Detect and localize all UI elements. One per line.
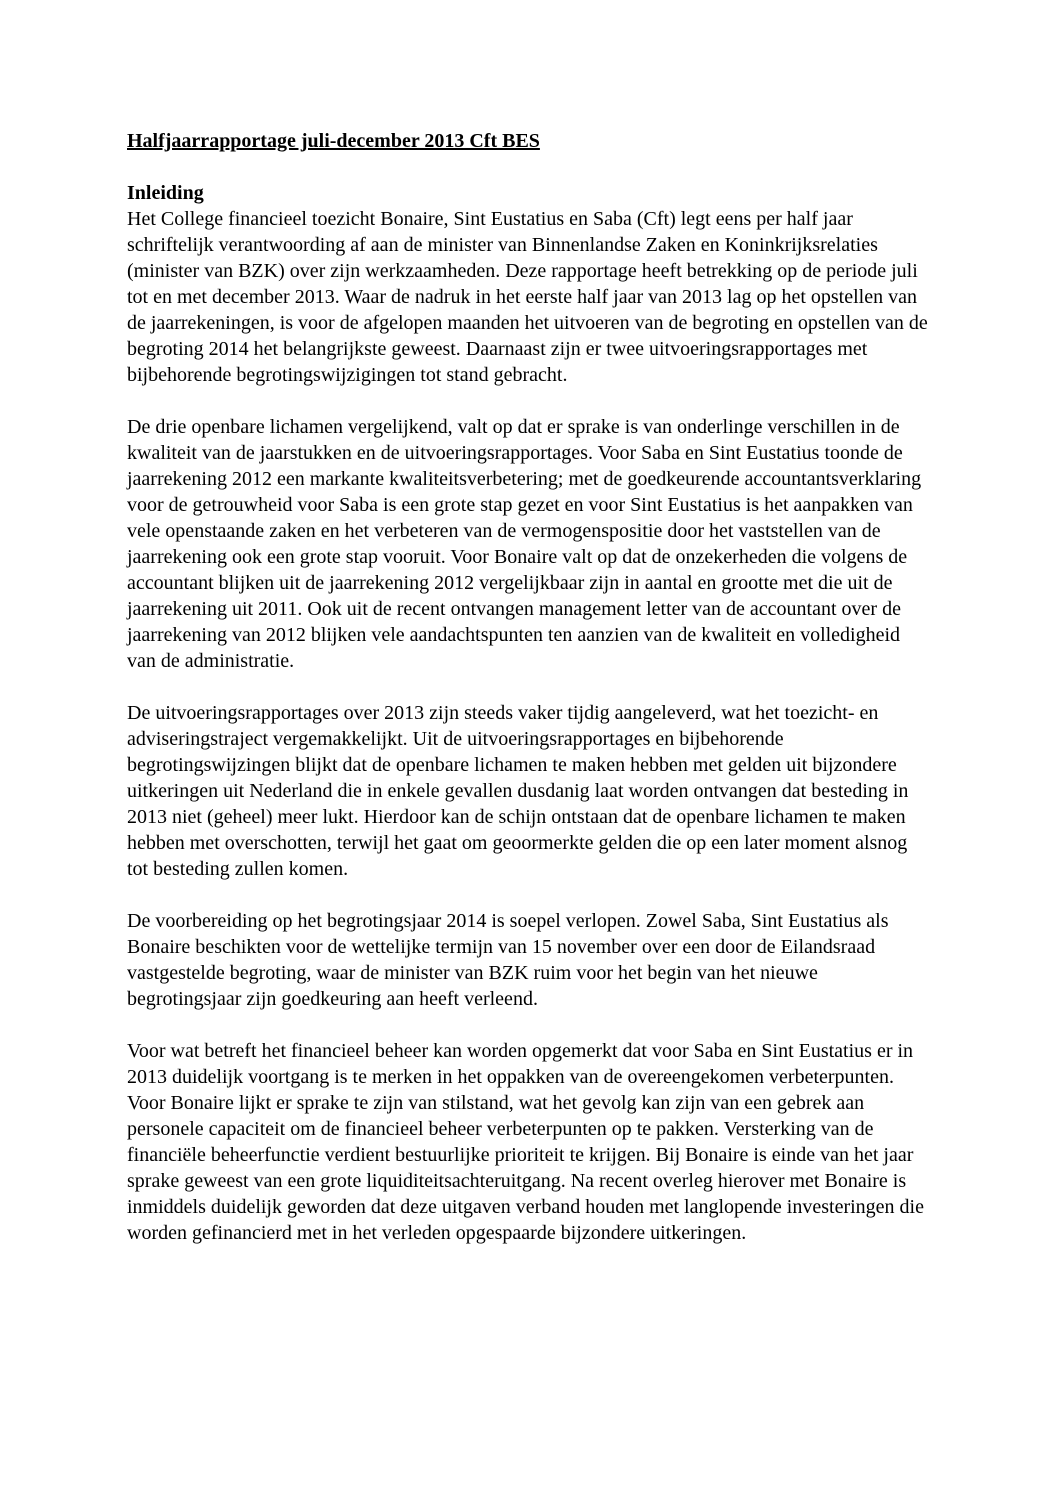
- paragraph-budget-2014: De voorbereiding op het begrotingsjaar 2014 is soepel verlopen. Zowel Saba, Sint Eustatius als Bonaire beschikten voor de wettelijke termijn van 15 november over een door de Eilandsraad vastgestelde begroting, waar de minister van BZK ruim voor het begin van het nieuwe begrotingsjaar zijn goedkeuring aan heeft verleend.: [127, 910, 889, 1010]
- paragraph-introduction: Het College financieel toezicht Bonaire, Sint Eustatius en Saba (Cft) legt eens per half jaar schriftelijk verantwoording af aan de minister van Binnenlandse Zaken en Koninkrijksrelaties (minister van BZK) over zijn werkzaamheden. Deze rapportage heeft betrekking op de periode juli tot en met december 2013. Waar de nadruk in het eerste half jaar van 2013 lag op het opstellen van de jaarrekeningen, is voor de afgelopen maanden het uitvoeren van de begroting en opstellen van de begroting 2014 het belangrijkste geweest. Daarnaast zijn er twee uitvoeringsrapportages met bijbehorende begrotingswijzigingen tot stand gebracht.: [127, 208, 928, 386]
- paragraph-financial-management: Voor wat betreft het financieel beheer kan worden opgemerkt dat voor Saba en Sint Eustatius er in 2013 duidelijk voortgang is te merken in het oppakken van de overeengekomen verbeterpunten. Voor Bonaire lijkt er sprake te zijn van stilstand, wat het gevolg kan zijn van een gebrek aan personele capaciteit om de financieel beheer verbeterpunten op te pakken. Versterking van de financiële beheerfunctie verdient bestuurlijke prioriteit te krijgen. Bij Bonaire is einde van het jaar sprake geweest van een grote liquiditeitsachteruitgang. Na recent overleg hierover met Bonaire is inmiddels duidelijk geworden dat deze uitgaven verband houden met langlopende investeringen die worden gefinancierd met in het verleden opgespaarde bijzondere uitkeringen.: [127, 1040, 924, 1244]
- paragraph-execution-reports: De uitvoeringsrapportages over 2013 zijn steeds vaker tijdig aangeleverd, wat het toezicht- en adviseringstraject vergemakkelijkt. Uit de uitvoeringsrapportages en bijbehorende begrotingswijzingen blijkt dat de openbare lichamen te maken hebben met gelden uit bijzondere uitkeringen uit Nederland die in enkele gevallen dusdanig laat worden ontvangen dat besteding in 2013 niet (geheel) meer lukt. Hierdoor kan de schijn ontstaan dat de openbare lichamen te maken hebben met overschotten, terwijl het gaat om geoormerkte gelden die op een later moment alsnog tot besteding zullen komen.: [127, 702, 909, 880]
- paragraph-comparison-public-bodies: De drie openbare lichamen vergelijkend, valt op dat er sprake is van onderlinge verschillen in de kwaliteit van de jaarstukken en de uitvoeringsrapportages. Voor Saba en Sint Eustatius toonde de jaarrekening 2012 een markante kwaliteitsverbetering; met de goedkeurende accountantsverklaring voor de getrouwheid voor Saba is een grote stap gezet en voor Sint Eustatius is het aanpakken van vele openstaande zaken en het verbeteren van de vermogenspositie door het vaststellen van de jaarrekening ook een grote stap vooruit. Voor Bonaire valt op dat de onzekerheden die volgens de accountant blijken uit de jaarrekening 2012 vergelijkbaar zijn in aantal en grootte met die uit de jaarrekening uit 2011. Ook uit de recent ontvangen management letter van de accountant over de jaarrekening van 2012 blijken vele aandachtspunten ten aanzien van de kwaliteit en volledigheid van de administratie.: [127, 416, 922, 672]
- document-title: Halfjaarrapportage juli-december 2013 Cft BES: [127, 130, 540, 152]
- section-heading-inleiding: Inleiding: [127, 182, 204, 204]
